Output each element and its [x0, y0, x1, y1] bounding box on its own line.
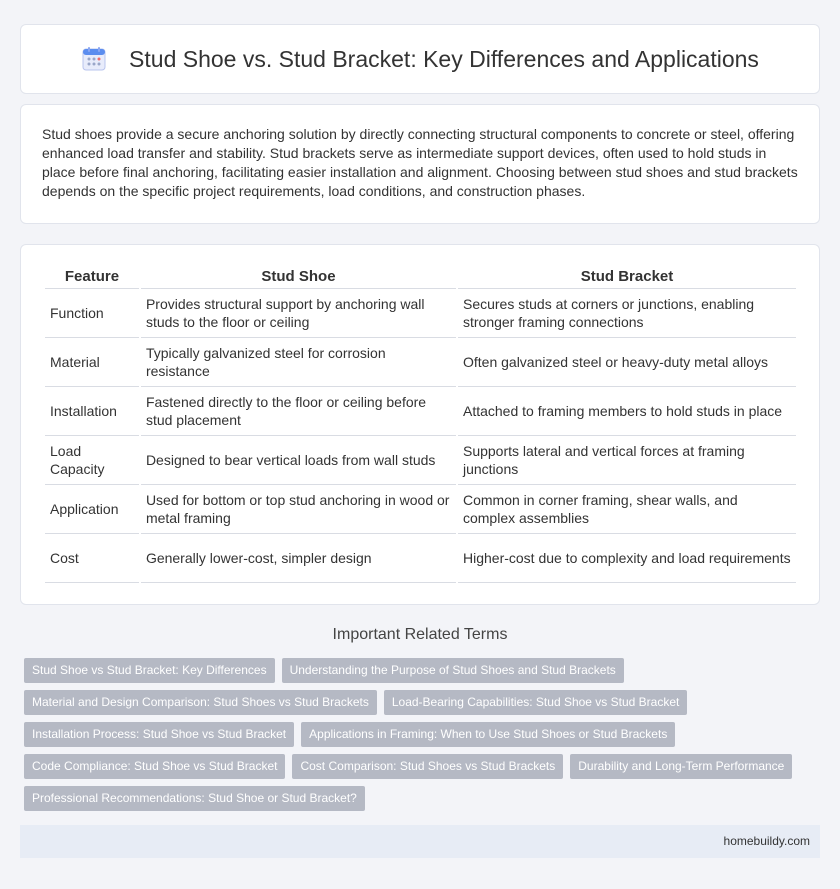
header-card [20, 24, 820, 94]
feature-cell: Function [45, 289, 139, 338]
stud-bracket-cell: Common in corner framing, shear walls, and complex assemblies [458, 485, 796, 534]
table-row [45, 534, 796, 583]
header-stud-bracket: Stud Bracket [458, 265, 796, 289]
header-feature: Feature [45, 265, 139, 289]
calendar-icon [81, 46, 107, 72]
intro-paragraph: Stud shoes provide a secure anchoring solution by directly connecting structural components to concrete or steel, offering enhanced load transfer and stability. Stud brackets serve as intermediate support devices, often used to hold studs in place before final anchoring, facilitating easier installation and alignment. Choosing between stud shoes and stud brackets depends on the specific project requirements, load conditions, and construction phases. [42, 126, 798, 199]
table-row [45, 436, 796, 485]
stud-bracket-cell: Supports lateral and vertical forces at framing junctions [458, 436, 796, 485]
stud-shoe-cell: Provides structural support by anchoring wall studs to the floor or ceiling [141, 289, 456, 338]
stud-shoe-cell: Generally lower-cost, simpler design [141, 534, 456, 583]
feature-cell: Installation [45, 387, 139, 436]
stud-bracket-cell: Secures studs at corners or junctions, enabling stronger framing connections [458, 289, 796, 338]
footer-site-link[interactable]: homebuildy.com [723, 834, 810, 848]
related-tag[interactable]: Code Compliance: Stud Shoe vs Stud Bracket [24, 754, 285, 779]
stud-bracket-cell: Higher-cost due to complexity and load requirements [458, 534, 796, 583]
related-terms-title: Important Related Terms [332, 626, 508, 643]
related-tag[interactable]: Cost Comparison: Stud Shoes vs Stud Brackets [292, 754, 563, 779]
related-tag[interactable]: Applications in Framing: When to Use Stud Shoes or Stud Brackets [301, 722, 675, 747]
related-tag[interactable]: Professional Recommendations: Stud Shoe or Stud Bracket? [24, 786, 365, 811]
related-terms-tags [24, 658, 804, 818]
related-tag[interactable]: Stud Shoe vs Stud Bracket: Key Differences [24, 658, 275, 683]
stud-shoe-cell: Designed to bear vertical loads from wall studs [141, 436, 456, 485]
feature-cell: Cost [45, 534, 139, 583]
feature-cell: Material [45, 338, 139, 387]
related-tag[interactable]: Load-Bearing Capabilities: Stud Shoe vs Stud Bracket [384, 690, 688, 715]
table-row [45, 387, 796, 436]
table-row [45, 289, 796, 338]
related-tag[interactable]: Installation Process: Stud Shoe vs Stud Bracket [24, 722, 294, 747]
stud-shoe-cell: Typically galvanized steel for corrosion resistance [141, 338, 456, 387]
footer [20, 825, 820, 858]
stud-bracket-cell: Attached to framing members to hold studs in place [458, 387, 796, 436]
comparison-table [43, 265, 798, 583]
comparison-card [20, 244, 820, 605]
table-row [45, 338, 796, 387]
page-title: Stud Shoe vs. Stud Bracket: Key Differences and Applications [129, 45, 759, 72]
related-tag[interactable]: Material and Design Comparison: Stud Shoes vs Stud Brackets [24, 690, 377, 715]
feature-cell: Application [45, 485, 139, 534]
table-header-row [45, 265, 796, 289]
related-tag[interactable]: Understanding the Purpose of Stud Shoes and Stud Brackets [282, 658, 624, 683]
stud-shoe-cell: Used for bottom or top stud anchoring in wood or metal framing [141, 485, 456, 534]
stud-bracket-cell: Often galvanized steel or heavy-duty metal alloys [458, 338, 796, 387]
table-row [45, 485, 796, 534]
feature-cell: Load Capacity [45, 436, 139, 485]
stud-shoe-cell: Fastened directly to the floor or ceiling before stud placement [141, 387, 456, 436]
header-stud-shoe: Stud Shoe [141, 265, 456, 289]
intro-card [20, 104, 820, 224]
related-tag[interactable]: Durability and Long-Term Performance [570, 754, 792, 779]
